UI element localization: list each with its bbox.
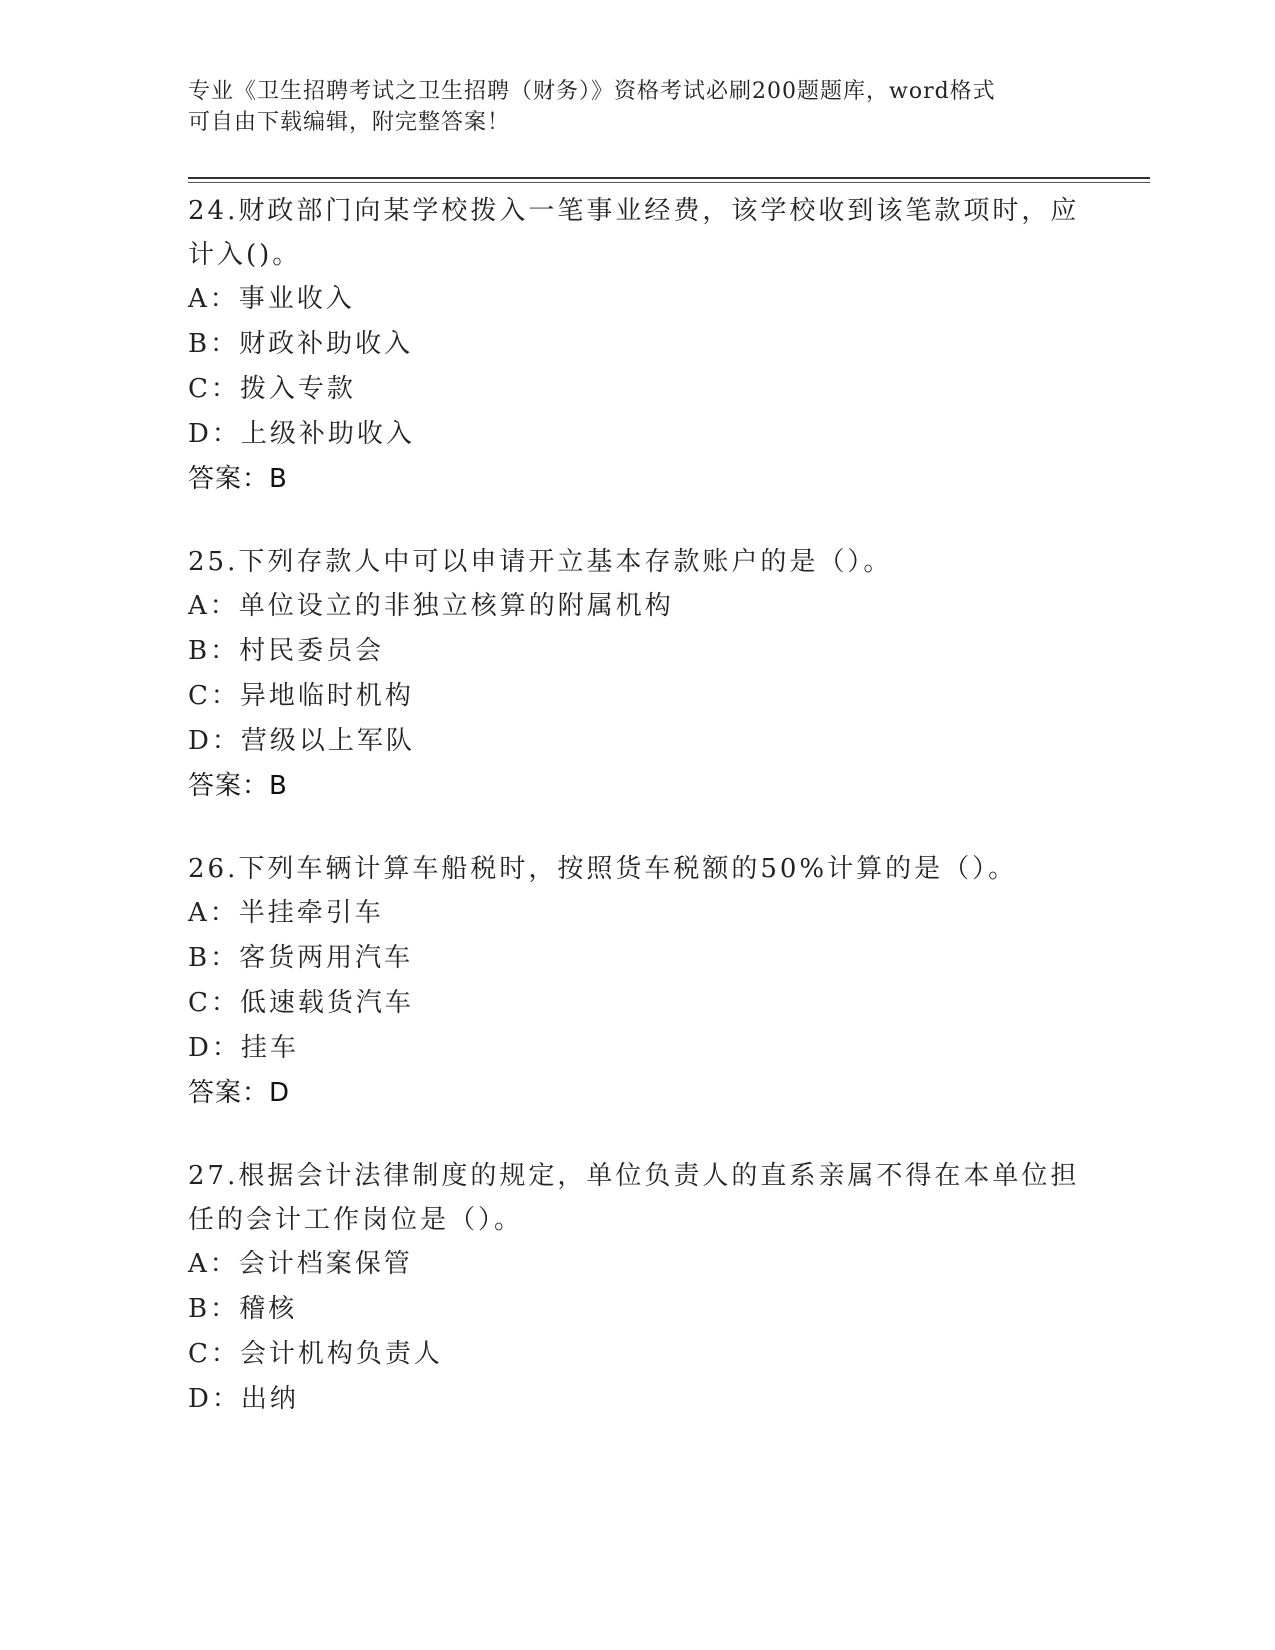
question-27 <box>188 1154 1088 1422</box>
question-list <box>188 189 1088 1460</box>
option-b: B：客货两用汽车 <box>188 943 414 973</box>
document-header <box>188 76 1088 138</box>
answer: 答案：D <box>188 1078 291 1108</box>
option-d: D：营级以上军队 <box>188 726 415 756</box>
option-a: A：事业收入 <box>188 284 355 314</box>
option-b: B：财政补助收入 <box>188 329 414 359</box>
option-a: A：会计档案保管 <box>188 1249 413 1279</box>
question-26 <box>188 847 1088 1116</box>
question-text: 27.根据会计法律制度的规定，单位负责人的直系亲属不得在本单位担任的会计工作岗位是（）。 <box>188 1161 1080 1235</box>
question-text: 26.下列车辆计算车船税时，按照货车税额的50%计算的是（）。 <box>188 854 1018 884</box>
question-24 <box>188 189 1088 502</box>
option-d: D：挂车 <box>188 1033 299 1063</box>
option-c: C：低速载货汽车 <box>188 988 414 1018</box>
header-divider-thin <box>188 182 1150 183</box>
question-text: 25.下列存款人中可以申请开立基本存款账户的是（）。 <box>188 547 893 577</box>
answer: 答案：B <box>188 771 288 801</box>
option-c: C：拨入专款 <box>188 374 356 404</box>
option-c: C：会计机构负责人 <box>188 1339 443 1369</box>
question-text: 24.财政部门向某学校拨入一笔事业经费，该学校收到该笔款项时，应计入()。 <box>188 196 1080 270</box>
option-b: B：村民委员会 <box>188 636 385 666</box>
option-d: D：出纳 <box>188 1384 299 1414</box>
option-c: C：异地临时机构 <box>188 681 414 711</box>
header-line-1: 专业《卫生招聘考试之卫生招聘（财务）》资格考试必刷200题题库，word格式 <box>188 79 996 104</box>
option-a: A：单位设立的非独立核算的附属机构 <box>188 591 674 621</box>
option-b: B：稽核 <box>188 1294 298 1324</box>
question-25 <box>188 540 1088 809</box>
header-line-2: 可自由下载编辑，附完整答案！ <box>188 110 511 135</box>
header-divider <box>188 177 1150 179</box>
option-d: D：上级补助收入 <box>188 419 415 449</box>
option-a: A：半挂牵引车 <box>188 898 384 928</box>
answer: 答案：B <box>188 464 288 494</box>
